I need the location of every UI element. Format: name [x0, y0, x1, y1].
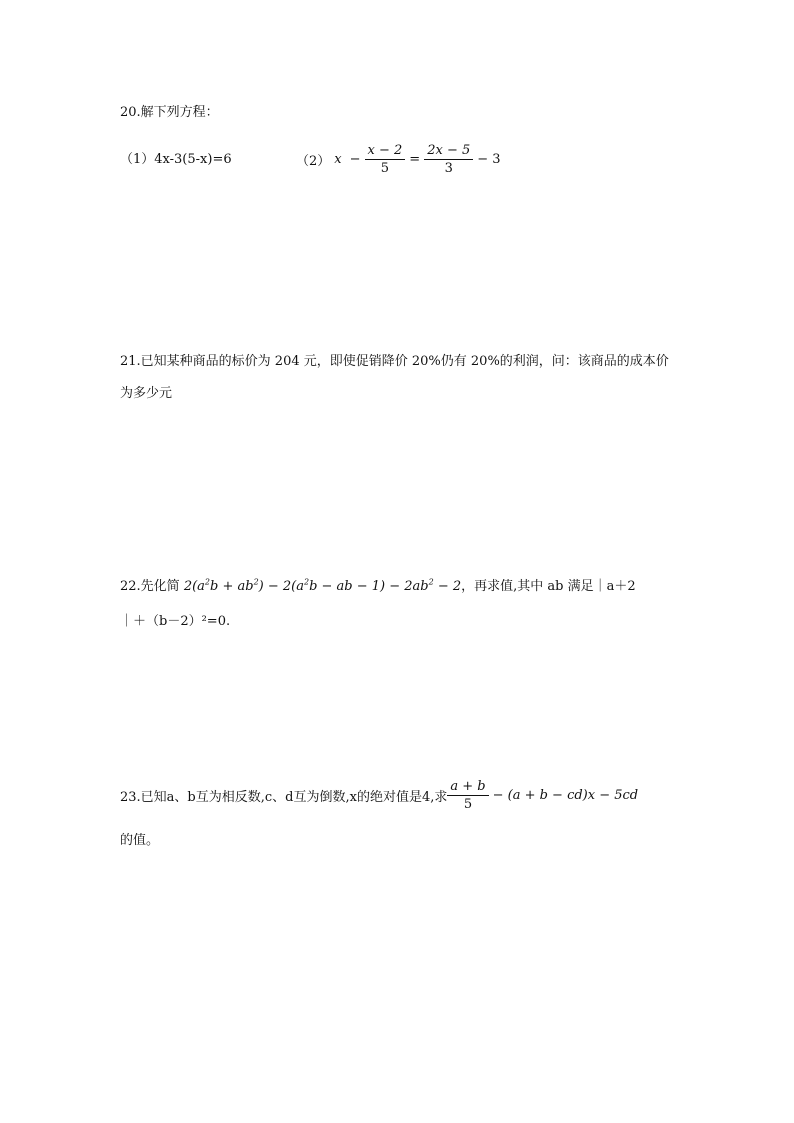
q20-part2-x: x	[334, 151, 342, 167]
q21-line1: 21.已知某种商品的标价为 204 元，即使促销降价 20%仍有 20%的利润，问：该商品的成本价	[120, 354, 669, 369]
q23-prefix: 23.已知a、b互为相反数,c、d互为倒数,x的绝对值是4,求	[120, 789, 448, 805]
q23-fraction-denominator: 5	[463, 796, 473, 812]
q22-sup: 2	[428, 577, 434, 587]
q20-part2-minus: −	[349, 151, 361, 167]
q23-fraction-numerator: a + b	[447, 779, 488, 796]
q22-sup: 2	[253, 577, 259, 587]
q23-tail: − (a + b − cd)x − 5cd	[492, 787, 639, 803]
q22-expr-part-c: ) − 2(a	[258, 579, 304, 594]
q22-expr-part-d: b − ab − 1) − 2ab	[309, 579, 429, 594]
q20-fraction-2-denominator: 3	[444, 160, 453, 176]
q23-line2: 的值。	[120, 833, 160, 848]
q22-line2: ｜＋（b－2）²=0.	[120, 614, 231, 629]
q22-prefix: 22.先化简	[120, 579, 184, 594]
q23-fraction	[447, 779, 488, 812]
q22-expr-part-b: b + ab	[210, 579, 254, 594]
q23-line1	[120, 775, 642, 815]
q20-fraction-2	[424, 143, 473, 176]
q22-sup: 2	[303, 577, 310, 587]
q22-expr-part-a: 2(a	[183, 579, 205, 594]
q22-expr-part-e: − 2	[433, 579, 462, 594]
q20-part2-tail: − 3	[477, 151, 501, 167]
q21-line2: 为多少元	[120, 386, 173, 401]
q20-part2	[296, 139, 505, 179]
q20-title: 20.解下列方程：	[120, 105, 219, 120]
q22-line1	[120, 577, 636, 597]
q22-expr	[184, 579, 461, 594]
q20-fraction-1	[365, 143, 406, 176]
q20-part2-label: （2）	[296, 153, 331, 169]
q20-fraction-1-numerator: x − 2	[365, 143, 406, 160]
q20-part1: （1）4x-3(5-x)=6	[120, 152, 232, 167]
q22-sup: 2	[204, 577, 210, 587]
q20-fraction-1-denominator: 5	[380, 160, 390, 176]
q22-suffix: ，再求值,其中 ab 满足｜a＋2	[461, 579, 636, 594]
q20-fraction-2-numerator: 2x − 5	[424, 143, 473, 160]
q20-part2-equals: =	[409, 151, 421, 167]
